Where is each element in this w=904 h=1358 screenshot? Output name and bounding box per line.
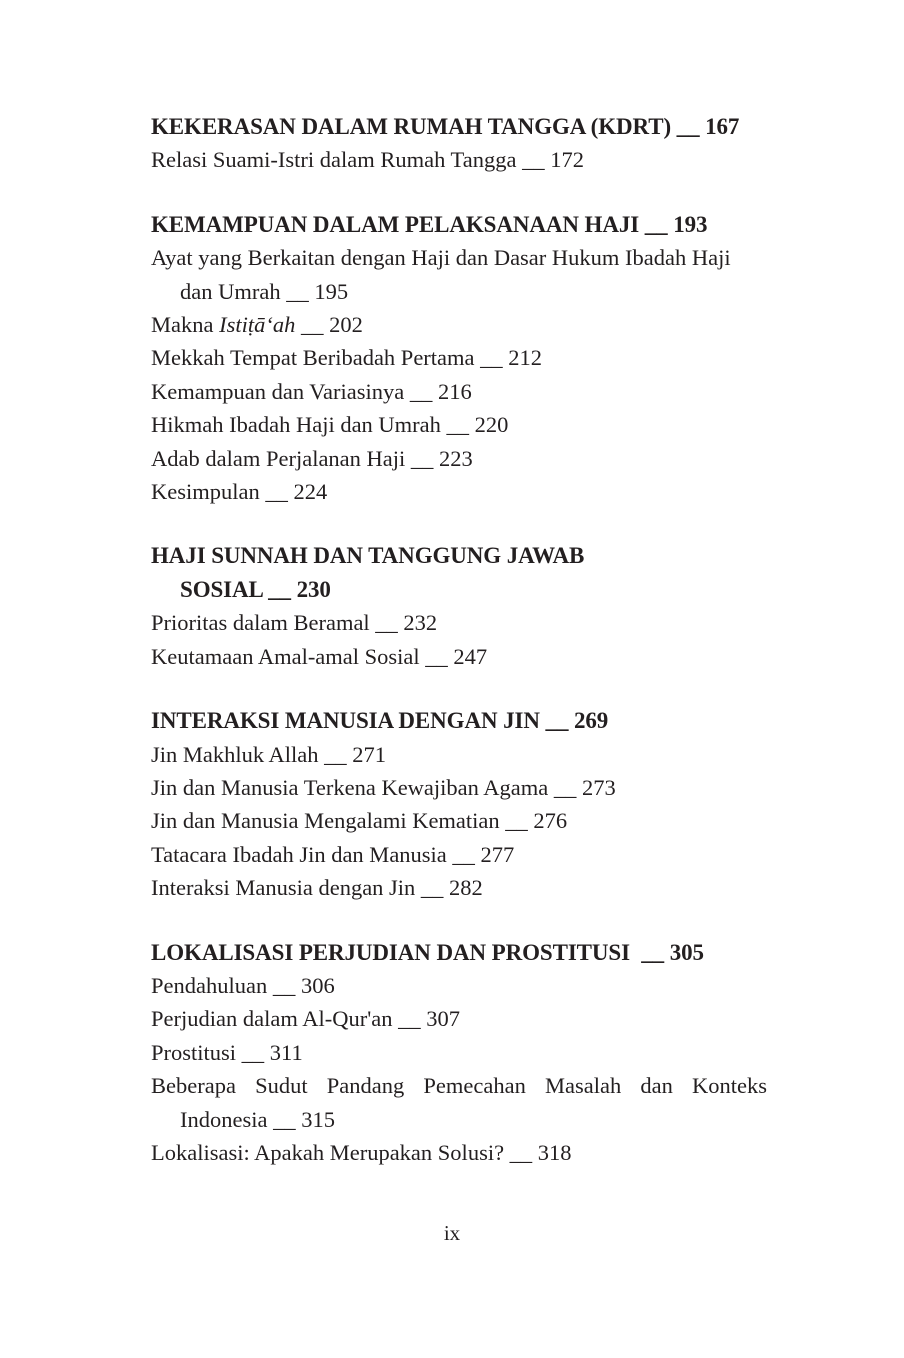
toc-entry: Mekkah Tempat Beribadah Pertama __ 212 — [151, 345, 543, 371]
toc-entry-suffix: __ 202 — [295, 312, 363, 338]
toc-entry: Tatacara Ibadah Jin dan Manusia __ 277 — [151, 841, 515, 867]
page-number: ix — [443, 1221, 461, 1245]
toc-entry: Jin dan Manusia Terkena Kewajiban Agama __ 273 — [151, 774, 616, 800]
toc-entry: Prostitusi __ 311 — [151, 1039, 303, 1065]
toc-entry: Keutamaan Amal-amal Sosial __ 247 — [151, 643, 488, 669]
toc-section — [151, 539, 767, 673]
table-of-contents — [151, 110, 767, 1200]
toc-entry: Adab dalam Perjalanan Haji __ 223 — [151, 445, 473, 471]
toc-section-heading: HAJI SUNNAH DAN TANGGUNG JAWAB SOSIAL __ 230 — [151, 543, 585, 602]
toc-section — [151, 936, 767, 1170]
toc-entry: Interaksi Manusia dengan Jin __ 282 — [151, 875, 483, 901]
toc-entry: Jin dan Manusia Mengalami Kematian __ 276 — [151, 808, 568, 834]
toc-entry — [151, 308, 767, 341]
toc-entry-prefix: Makna — [151, 312, 220, 338]
toc-section — [151, 110, 767, 177]
toc-section-heading: LOKALISASI PERJUDIAN DAN PROSTITUSI __ 305 — [151, 939, 704, 965]
toc-entry: Lokalisasi: Apakah Merupakan Solusi? __ 318 — [151, 1139, 572, 1165]
toc-section-heading: KEMAMPUAN DALAM PELAKSANAAN HAJI __ 193 — [151, 211, 708, 237]
toc-entry-italic-term: Istiṭā‘ah — [219, 312, 296, 338]
toc-entry: Beberapa Sudut Pandang Pemecahan Masalah dan Konteks Indonesia __ 315 — [151, 1073, 767, 1132]
toc-entry: Kesimpulan __ 224 — [151, 479, 328, 505]
toc-section — [151, 704, 767, 904]
toc-section — [151, 208, 767, 509]
toc-entry: Kemampuan dan Variasinya __ 216 — [151, 378, 472, 404]
toc-entry: Pendahuluan __ 306 — [151, 972, 335, 998]
toc-entry: Ayat yang Berkaitan dengan Haji dan Dasar Hukum Ibadah Haji dan Umrah __ 195 — [151, 245, 731, 304]
toc-entry: Perjudian dalam Al-Qur'an __ 307 — [151, 1006, 460, 1032]
toc-entry: Relasi Suami-Istri dalam Rumah Tangga __ 172 — [151, 147, 584, 173]
toc-entry: Jin Makhluk Allah __ 271 — [151, 741, 386, 767]
toc-entry: Hikmah Ibadah Haji dan Umrah __ 220 — [151, 412, 509, 438]
toc-entry: Prioritas dalam Beramal __ 232 — [151, 610, 438, 636]
toc-section-heading: KEKERASAN DALAM RUMAH TANGGA (KDRT) __ 167 — [151, 114, 740, 139]
toc-section-heading: INTERAKSI MANUSIA DENGAN JIN __ 269 — [151, 708, 609, 734]
